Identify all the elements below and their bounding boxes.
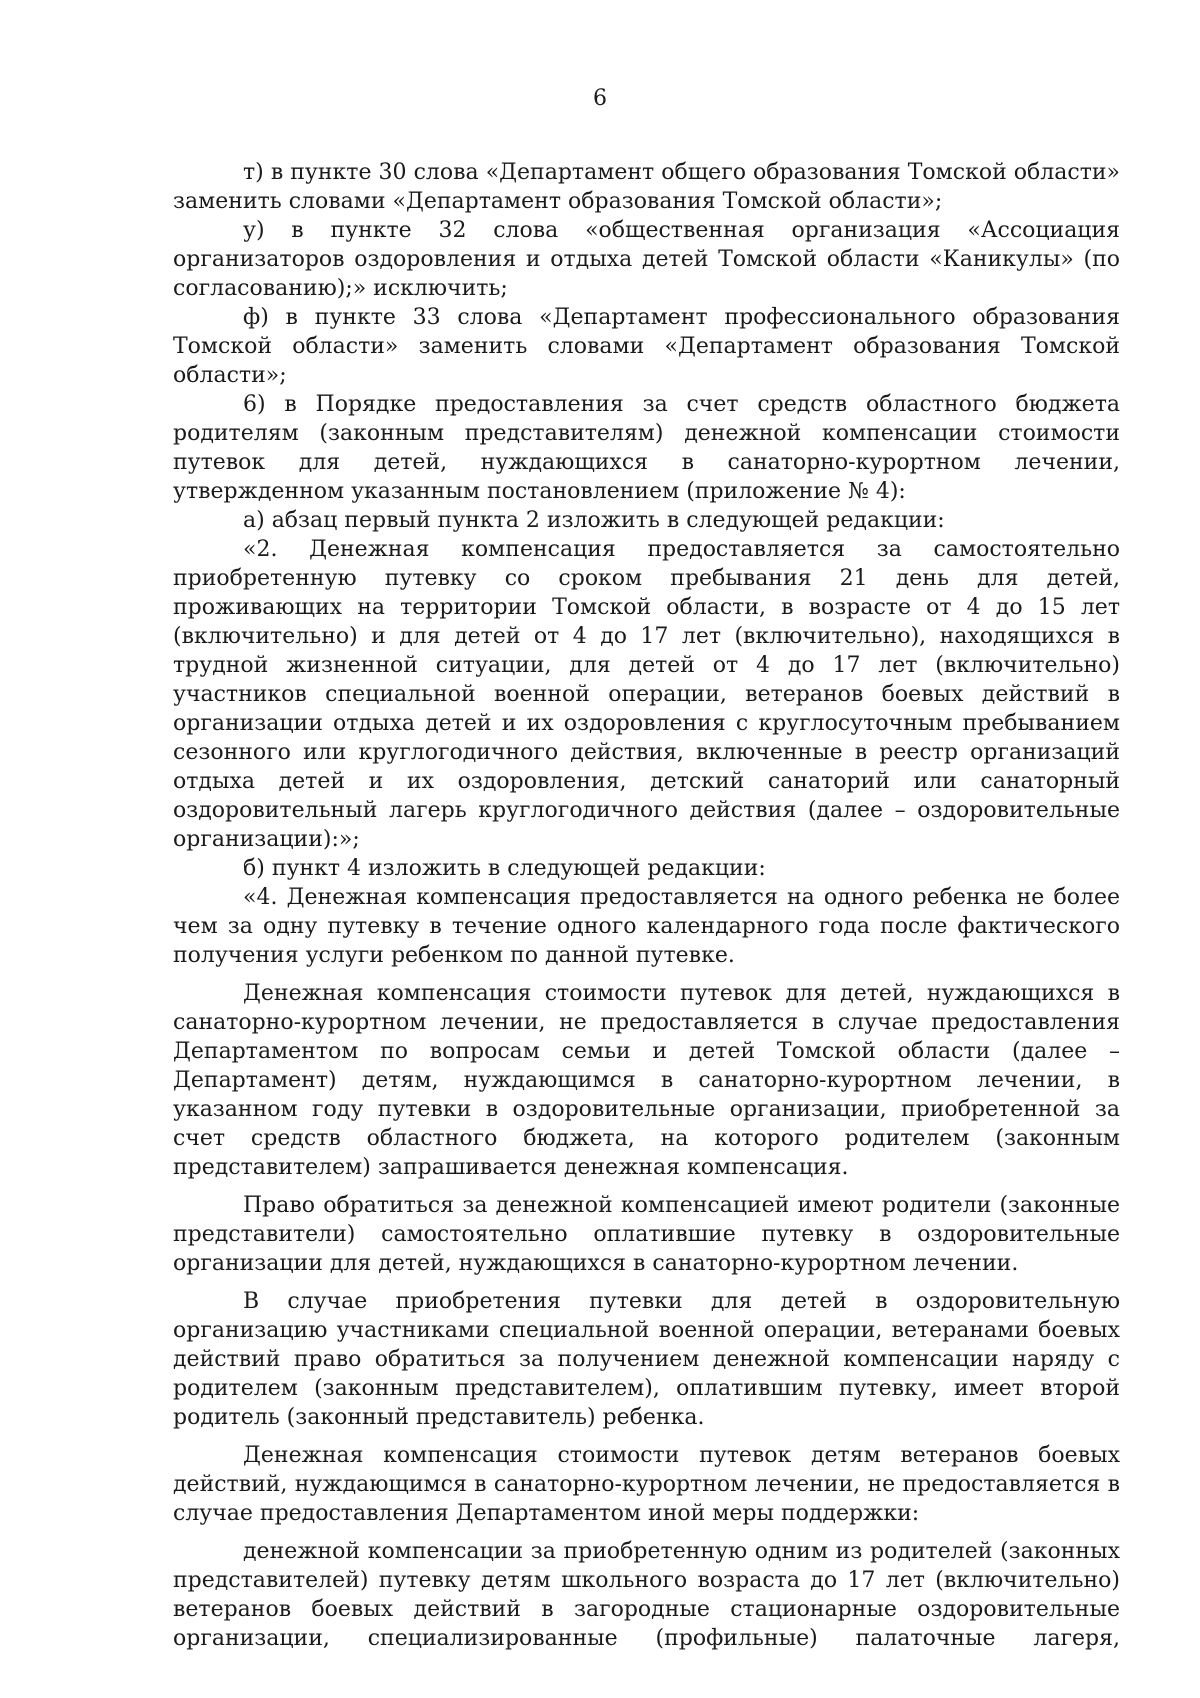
document-body (173, 158, 1120, 1653)
paragraph-f: ф) в пункте 33 слова «Департамент профессионального образования Томской области» заменить словами «Департамент образования Томской области»; (173, 305, 1120, 388)
paragraph-compensation-not-provided: Денежная компенсация стоимости путевок для детей, нуждающихся в санаторно-курортном лечении, не предоставляется в случае предоставления Департаментом по вопросам семьи и детей Томской области (далее – Департамент) детям, нуждающимся в санаторно-курортном лечении, в указанном году путевки в оздоровительные организации, приобретенной за счет средств областного бюджета, на которого родителем (законным представителем) запрашивается денежная компенсация. (173, 981, 1120, 1180)
paragraph-quote-2: «2. Денежная компенсация предоставляется за самостоятельно приобретенную путевку со сроком пребывания 21 день для детей, проживающих на территории Томской области, в возрасте от 4 до 15 лет (включительно) и для детей от 4 до 17 лет (включительно), находящихся в трудной жизненной ситуации, для детей от 4 до 17 лет (включительно) участников специальной военной операции, ветеранов боевых действий в организации отдыха детей и их оздоровления с круглосуточным пребыванием сезонного или круглогодичного действия, включенные в реестр организаций отдыха детей и их оздоровления, детский санаторий или санаторный оздоровительный лагерь круглогодичного действия (далее – оздоровительные организации):»; (173, 537, 1120, 852)
paragraph-quote-4: «4. Денежная компенсация предоставляется на одного ребенка не более чем за одну путевку в течение одного календарного года после фактического получения услуги ребенком по данной путевке. (173, 885, 1120, 968)
paragraph-veterans-children: Денежная компенсация стоимости путевок детям ветеранов боевых действий, нуждающимся в санаторно-курортном лечении, не предоставляется в случае предоставления Департаментом иной меры поддержки: (173, 1443, 1120, 1526)
paragraph-t: т) в пункте 30 слова «Департамент общего образования Томской области» заменить словами «Департамент образования Томской области»; (173, 160, 1120, 214)
paragraph-a: а) абзац первый пункта 2 изложить в следующей редакции: (243, 508, 945, 533)
paragraph-b: б) пункт 4 изложить в следующей редакции: (243, 856, 766, 881)
paragraph-6: 6) в Порядке предоставления за счет средств областного бюджета родителям (законным представителям) денежной компенсации стоимости путевок для детей, нуждающихся в санаторно-курортном лечении, утвержденном указанным постановлением (приложение № 4): (173, 392, 1120, 504)
paragraph-other-support: денежной компенсации за приобретенную одним из родителей (законных представителей) путевку детям школьного возраста до 17 лет (включительно) ветеранов боевых действий в загородные стационарные оздоровительные организации, специализированные (профильные) палаточные лагеря, (173, 1539, 1120, 1651)
paragraph-right-to-apply: Право обратиться за денежной компенсацией имеют родители (законные представители) самостоятельно оплатившие путевку в оздоровительные организации для детей, нуждающихся в санаторно-курортном лечении. (173, 1193, 1120, 1276)
page-number: 6 (593, 86, 607, 111)
paragraph-svo-participants: В случае приобретения путевки для детей в оздоровительную организацию участниками специальной военной операции, ветеранами боевых действий право обратиться за получением денежной компенсации наряду с родителем (законным представителем), оплатившим путевку, имеет второй родитель (законный представитель) ребенка. (173, 1289, 1120, 1430)
paragraph-u: у) в пункте 32 слова «общественная организация «Ассоциация организаторов оздоровления и отдыха детей Томской области «Каникулы» (по согласованию);» исключить; (173, 218, 1120, 301)
